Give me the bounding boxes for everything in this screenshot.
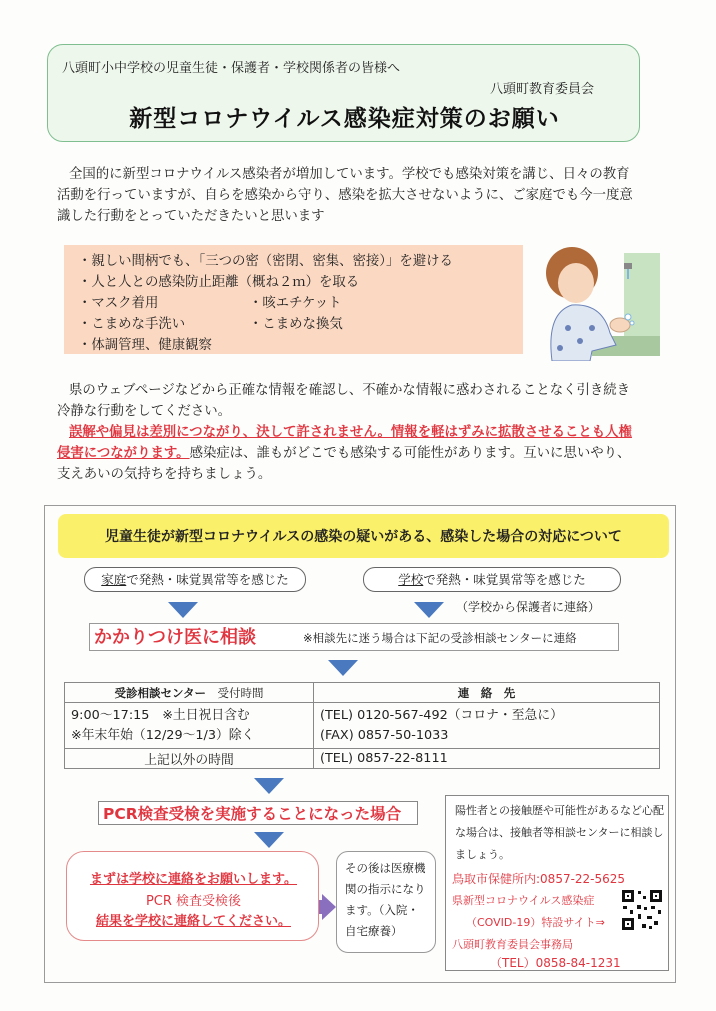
school-symptom-box bbox=[363, 567, 621, 592]
family-doctor-note: ※相談先に迷う場合は下記の受診相談センターに連絡 bbox=[303, 631, 577, 645]
bullet-item: ・体調管理、健康観察 bbox=[78, 338, 212, 353]
bullet-item: ・人と人との感染防止距離（概ね２ｍ）を取る bbox=[78, 275, 360, 290]
phone-number: (TEL) 0120-567-492（コロナ・至急に） bbox=[320, 707, 563, 723]
notice-line bbox=[57, 422, 672, 443]
bullet-box bbox=[64, 245, 523, 354]
school-symptom-text: で発熱・味覚異常等を感じた bbox=[423, 572, 586, 587]
discrimination-warning: 誤解や偏見は差別につながり、決して許されません。情報を軽はずみに拡散させることも人権 bbox=[69, 425, 632, 440]
page-title: 新型コロナウイルス感染症対策のお願い bbox=[129, 106, 560, 132]
covid-site-label: 県新型コロナウイルス感染症 bbox=[452, 894, 595, 907]
contact-label: 連 絡 先 bbox=[457, 685, 516, 700]
intro-line: 全国的に新型コロナウイルス感染者が増加しています。学校でも感染対策を講じ、日々の教育 bbox=[69, 167, 630, 182]
bullet-item: ・こまめな換気 bbox=[249, 317, 343, 332]
table-row bbox=[65, 683, 660, 703]
after-instructions-box bbox=[336, 851, 436, 953]
down-arrow-icon bbox=[254, 774, 284, 796]
down-arrow-icon bbox=[328, 656, 358, 678]
notice-paragraph bbox=[57, 380, 672, 485]
notice-line bbox=[57, 443, 672, 464]
down-arrow-icon bbox=[168, 598, 198, 620]
education-office-label: 八頭町教育委員会事務局 bbox=[452, 938, 573, 951]
contact-school-text: PCR 検査受検後 bbox=[145, 894, 242, 909]
side-text: 陽性者との接触歴や可能性があるなど心配 bbox=[455, 804, 664, 817]
center-label: 受診相談センター bbox=[114, 685, 207, 700]
bullet-item: ・親しい間柄でも、「三つの密（密閉、密集、密接）」を避ける bbox=[78, 254, 453, 269]
hours-text: ※年末年始（12/29～1/3）除く bbox=[71, 727, 255, 743]
consultation-center-table bbox=[64, 682, 660, 769]
pcr-heading: PCR検査受検を実施することになった場合 bbox=[98, 801, 418, 825]
school-label: 学校 bbox=[398, 572, 424, 587]
header-sender: 八頭町教育委員会 bbox=[490, 82, 595, 97]
qr-code-icon[interactable] bbox=[620, 888, 664, 932]
education-office-phone: （TEL）0858-84-1231 bbox=[490, 956, 621, 970]
table-header bbox=[314, 683, 660, 703]
family-doctor-heading: かかりつけ医に相談 bbox=[94, 627, 256, 648]
table-row bbox=[65, 749, 660, 769]
bullet-item: ・こまめな手洗い bbox=[78, 317, 186, 332]
contact-school-box bbox=[66, 851, 319, 941]
intro-line: 活動を行っていますが、自らを感染から守り、感染を拡大させないように、ご家庭でも今一度意 bbox=[57, 188, 633, 203]
hours-label: 受付時間 bbox=[217, 685, 264, 700]
table-cell bbox=[65, 703, 314, 749]
response-title: 児童生徒が新型コロナウイルスの感染の疑いがある、感染した場合の対応について bbox=[105, 529, 622, 545]
hours-text: 9:00～17:15 ※土日祝日含む bbox=[71, 707, 250, 723]
after-line: ます。（入院・ bbox=[345, 903, 419, 917]
side-text: な場合は、接触者等相談センターに相談し bbox=[455, 826, 664, 839]
side-text: ましょう。 bbox=[455, 848, 510, 861]
covid-site-link[interactable]: （COVID-19）特設サイト⇒ bbox=[466, 916, 605, 929]
notice-line: 冷静な行動をしてください。 bbox=[57, 404, 232, 419]
table-header bbox=[65, 683, 314, 703]
table-cell bbox=[314, 703, 660, 749]
notice-text: 感染症は、誰もがどこでも感染する可能性があります。互いに思いやり、 bbox=[189, 446, 631, 461]
notice-line: 県のウェブページなどから正確な情報を確認し、不確かな情報に惑わされることなく引き続き bbox=[69, 383, 631, 398]
after-line: 関の指示になり bbox=[345, 882, 426, 896]
contact-info-box bbox=[445, 795, 669, 971]
table-cell: 上記以外の時間 bbox=[65, 749, 314, 769]
after-line: その後は医療機 bbox=[345, 861, 426, 875]
fax-number: (FAX) 0857-50-1033 bbox=[320, 727, 449, 743]
header-recipients: 八頭町小中学校の児童生徒・保護者・学校関係者の皆様へ bbox=[62, 61, 401, 76]
bullet-item: ・マスク着用 bbox=[78, 296, 159, 311]
health-center-phone: 鳥取市保健所内:0857-22-5625 bbox=[452, 872, 626, 886]
notice-line: 支えあいの気持ちを持ちましょう。 bbox=[57, 467, 272, 482]
down-arrow-icon bbox=[414, 598, 444, 620]
contact-school-text: まずは学校に連絡をお願いします。 bbox=[90, 872, 297, 887]
handwashing-illustration bbox=[532, 233, 660, 361]
discrimination-warning: 侵害につながります。 bbox=[57, 446, 190, 461]
contact-school-text: 結果を学校に連絡してください。 bbox=[95, 914, 291, 929]
down-arrow-icon bbox=[254, 828, 284, 850]
home-label: 家庭 bbox=[101, 572, 127, 587]
home-symptom-box bbox=[84, 567, 306, 592]
table-row bbox=[65, 703, 660, 749]
school-contact-note: （学校から保護者に連絡） bbox=[456, 600, 601, 614]
phone-number: (TEL) 0857-22-8111 bbox=[314, 749, 660, 769]
intro-paragraph bbox=[57, 164, 669, 227]
intro-line: 識した行動をとっていただきたいと思います bbox=[57, 209, 325, 224]
after-line: 自宅療養） bbox=[345, 924, 403, 938]
bullet-item: ・咳エチケット bbox=[249, 296, 342, 311]
home-symptom-text: で発熱・味覚異常等を感じた bbox=[126, 572, 289, 587]
